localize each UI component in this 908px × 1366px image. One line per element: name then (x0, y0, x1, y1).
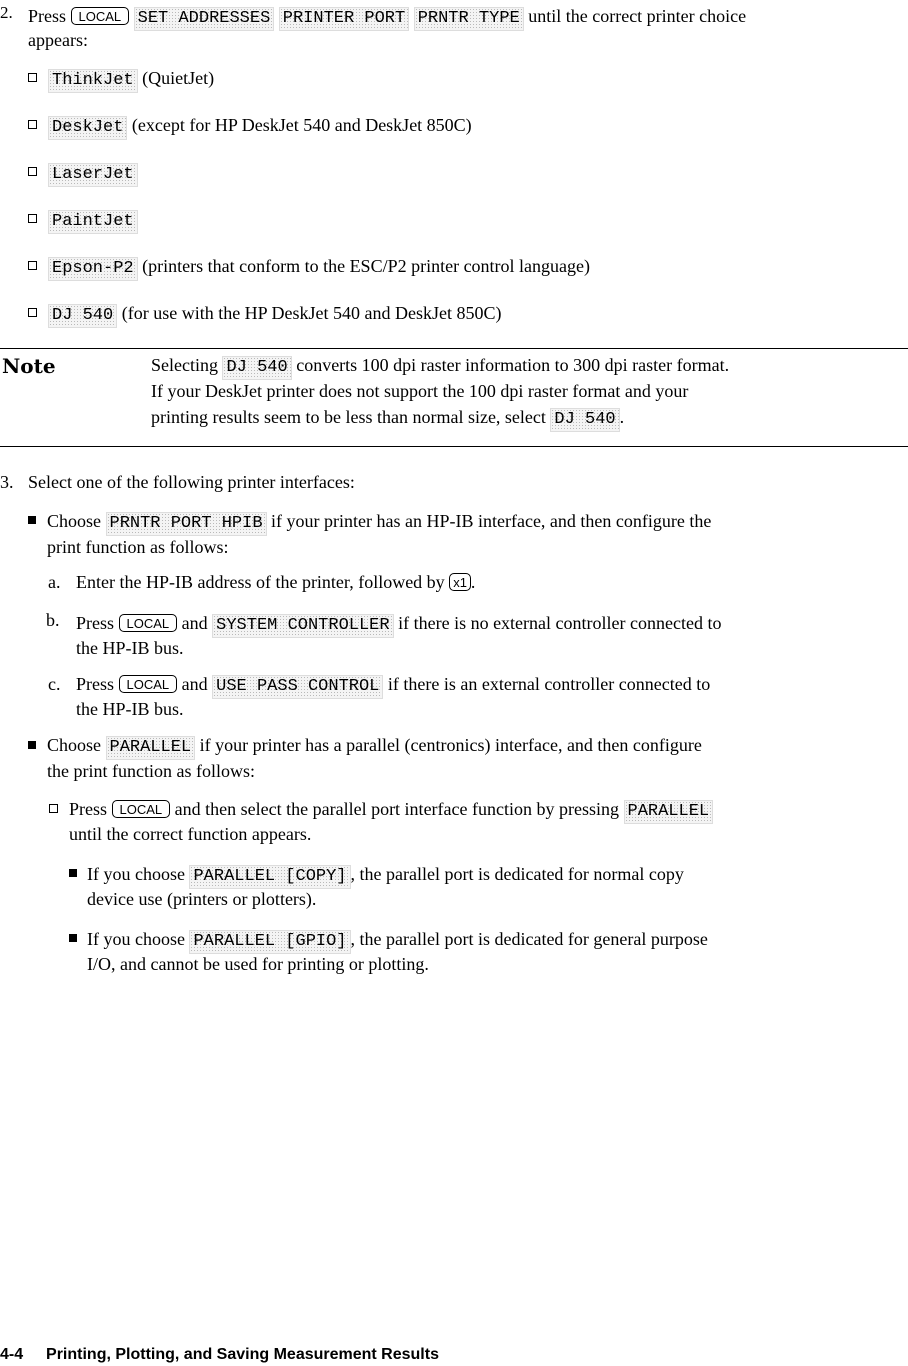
local-hardkey[interactable]: LOCAL (71, 7, 130, 25)
softkey-dj-540[interactable]: DJ 540 (48, 304, 117, 328)
checkbox-bullet-icon (28, 214, 37, 223)
choice-dj540 (48, 302, 502, 328)
softkey-parallel[interactable]: PARALLEL (106, 736, 196, 760)
parallel-press-line2: until the correct function appears. (69, 824, 312, 844)
bullet-icon (28, 516, 36, 524)
parallel-line2: the print function as follows: (47, 761, 255, 781)
parallel-copy-line (87, 863, 684, 889)
note-label: Note (2, 354, 56, 378)
checkbox-bullet-icon (28, 120, 37, 129)
parallel-line1 (47, 734, 702, 760)
softkey-dj-540[interactable]: DJ 540 (550, 408, 619, 432)
softkey-parallel-gpio[interactable]: PARALLEL [GPIO] (189, 930, 350, 954)
parallel-press-line (69, 798, 713, 824)
softkey-epson-p2[interactable]: Epson-P2 (48, 257, 138, 281)
choice-laserjet (48, 161, 138, 187)
sub-b-line (76, 612, 721, 638)
note-text: . (619, 407, 625, 427)
x1-hardkey[interactable]: x1 (449, 573, 471, 591)
gpio-text: If you choose (87, 929, 185, 949)
chapter-title: Printing, Plotting, and Saving Measurement Results (46, 1346, 439, 1363)
gpio-text: , the parallel port is dedicated for general purpose (350, 929, 708, 949)
step2-line1 (28, 5, 746, 31)
sub-b-text: Press (76, 613, 115, 633)
hpib-line1 (47, 510, 711, 536)
sub-c-line2: the HP-IB bus. (76, 699, 184, 719)
note-text: printing results seem to be less than normal size, select (151, 407, 546, 427)
sub-letter: a. (48, 572, 61, 592)
choice-epson (48, 255, 590, 281)
choice-paintjet (48, 208, 138, 234)
softkey-prntr-port-hpib[interactable]: PRNTR PORT HPIB (106, 512, 267, 536)
hpib-text: if your printer has an HP-IB interface, and then configure the (271, 511, 712, 531)
choice-thinkjet (48, 67, 214, 93)
parallel-press-text: Press (69, 799, 108, 819)
softkey-paintjet[interactable]: PaintJet (48, 210, 138, 234)
sub-c-line (76, 673, 710, 699)
step-number: 3. (0, 472, 14, 492)
step-number: 2. (0, 3, 13, 22)
sub-a-line (76, 571, 475, 593)
softkey-deskjet[interactable]: DeskJet (48, 116, 127, 140)
softkey-set-addresses[interactable]: SET ADDRESSES (134, 7, 275, 31)
softkey-system-controller[interactable]: SYSTEM CONTROLLER (212, 614, 393, 638)
page-number: 4-4 (0, 1346, 24, 1363)
choice-deskjet (48, 114, 472, 140)
hpib-line2: print function as follows: (47, 537, 229, 557)
sub-b-line2: the HP-IB bus. (76, 638, 184, 658)
softkey-parallel-copy[interactable]: PARALLEL [COPY] (189, 865, 350, 889)
note-text: Selecting (151, 355, 218, 375)
copy-text: If you choose (87, 864, 185, 884)
sub-c-text: if there is an external controller connected to (387, 674, 711, 694)
bullet-icon (69, 869, 77, 877)
note-line3 (151, 406, 624, 432)
softkey-thinkjet[interactable]: ThinkJet (48, 69, 138, 93)
softkey-dj-540[interactable]: DJ 540 (222, 356, 291, 380)
step2-line2: appears: (28, 30, 88, 50)
parallel-press-text: and then select the parallel port interface function by pressing (174, 799, 619, 819)
checkbox-bullet-icon (49, 804, 58, 813)
parallel-text: Choose (47, 735, 101, 755)
choice-desc: (except for HP DeskJet 540 and DeskJet 850C) (131, 115, 472, 135)
softkey-laserjet[interactable]: LaserJet (48, 163, 138, 187)
softkey-use-pass-control[interactable]: USE PASS CONTROL (212, 675, 383, 699)
parallel-copy-line2: device use (printers or plotters). (87, 889, 317, 909)
checkbox-bullet-icon (28, 308, 37, 317)
sub-a-end: . (470, 572, 476, 592)
note-text: converts 100 dpi raster information to 300 dpi raster format. (296, 355, 730, 375)
checkbox-bullet-icon (28, 261, 37, 270)
checkbox-bullet-icon (28, 73, 37, 82)
softkey-parallel[interactable]: PARALLEL (624, 800, 714, 824)
sub-letter: c. (48, 674, 61, 694)
checkbox-bullet-icon (28, 167, 37, 176)
bullet-icon (69, 934, 77, 942)
sub-b-text: if there is no external controller connected to (398, 613, 722, 633)
parallel-gpio-line2: I/O, and cannot be used for printing or plotting. (87, 954, 429, 974)
sub-letter: b. (46, 610, 60, 630)
note-line2: If your DeskJet printer does not support the 100 dpi raster format and your (151, 381, 689, 401)
step2-press: Press (28, 6, 67, 26)
sub-c-text: and (181, 674, 208, 694)
sub-c-text: Press (76, 674, 115, 694)
note-bottom-rule (0, 446, 908, 447)
choice-desc: (printers that conform to the ESC/P2 printer control language) (142, 256, 591, 276)
local-hardkey[interactable]: LOCAL (112, 800, 171, 818)
step2-text-end: until the correct printer choice (528, 6, 747, 26)
choice-desc: (for use with the HP DeskJet 540 and DeskJet 850C) (121, 303, 502, 323)
sub-a-text: Enter the HP-IB address of the printer, followed by (76, 572, 445, 592)
page-footer (0, 1344, 439, 1366)
softkey-prntr-type[interactable]: PRNTR TYPE (414, 7, 524, 31)
softkey-printer-port[interactable]: PRINTER PORT (279, 7, 409, 31)
parallel-gpio-line (87, 928, 708, 954)
choice-desc: (QuietJet) (142, 68, 215, 88)
sub-b-text: and (181, 613, 208, 633)
copy-text: , the parallel port is dedicated for normal copy (350, 864, 684, 884)
local-hardkey[interactable]: LOCAL (119, 614, 178, 632)
note-top-rule (0, 348, 908, 349)
bullet-icon (28, 741, 36, 749)
local-hardkey[interactable]: LOCAL (119, 675, 178, 693)
note-line1 (151, 354, 729, 380)
parallel-text: if your printer has a parallel (centronics) interface, and then configure (199, 735, 702, 755)
hpib-text: Choose (47, 511, 101, 531)
step3-text: Select one of the following printer interfaces: (28, 472, 355, 492)
